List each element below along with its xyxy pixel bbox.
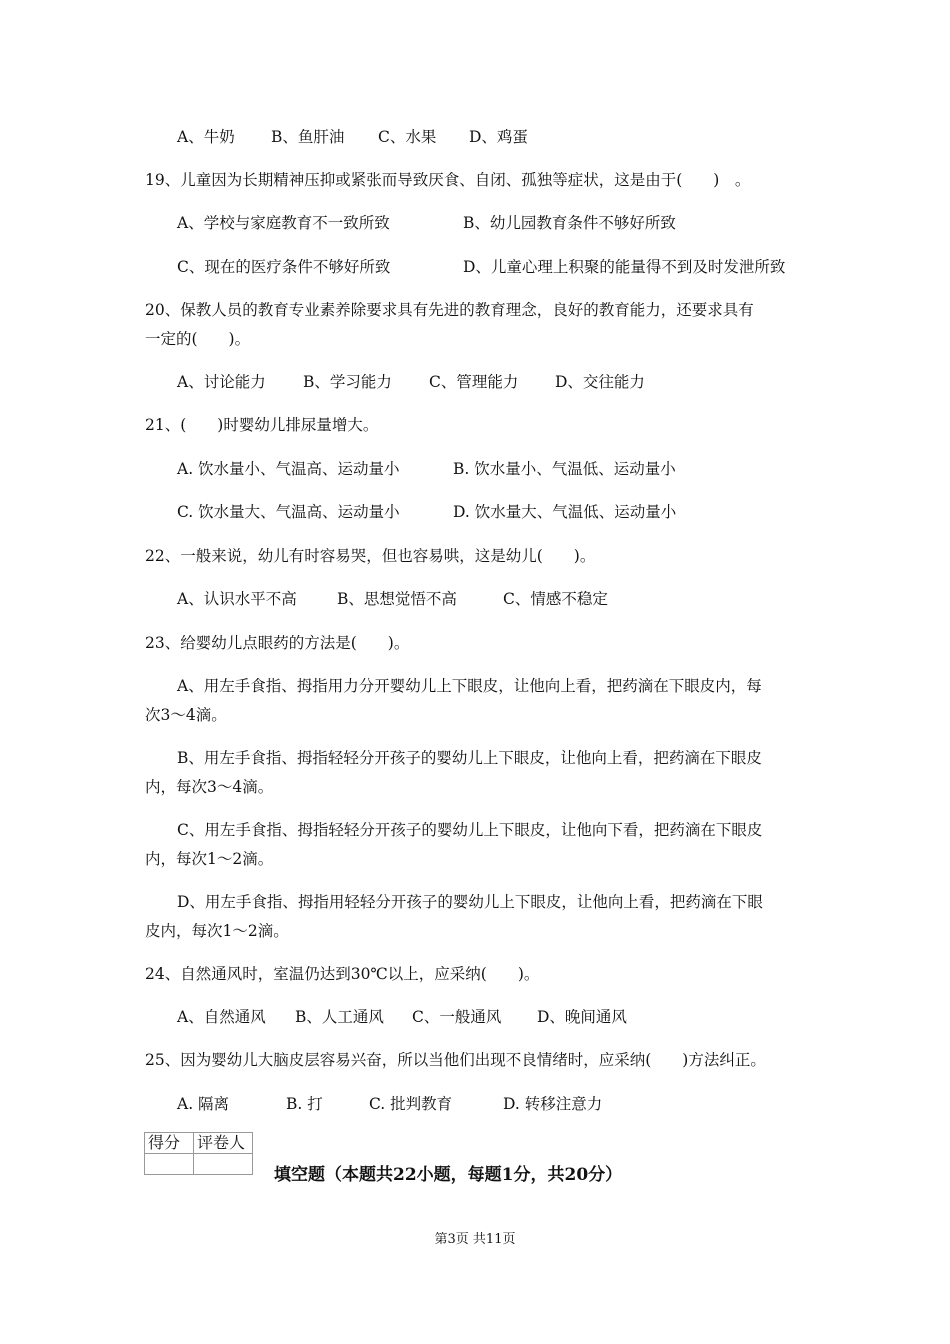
q23-option-a-line1: A、用左手食指、拇指用力分开婴幼儿上下眼皮，让他向上看，把药滴在下眼皮内，每: [177, 677, 762, 695]
q25-option-a: A. 隔离: [177, 1095, 230, 1113]
q19-option-d: D、儿童心理上积聚的能量得不到及时发泄所致: [463, 258, 786, 276]
score-table-header-row: [145, 1133, 253, 1154]
q24-option-a: A、自然通风: [177, 1008, 266, 1026]
q25-stem: 25、因为婴幼儿大脑皮层容易兴奋，所以当他们出现不良情绪时，应采纳( )方法纠正。: [145, 1051, 766, 1069]
q22-option-a: A、认识水平不高: [177, 590, 297, 608]
q23-stem: 23、给婴幼儿点眼药的方法是( )。: [145, 634, 410, 652]
score-table-input-row: [145, 1154, 253, 1175]
score-header-cell: 得分: [145, 1133, 194, 1154]
q21-option-c: C. 饮水量大、气温高、运动量小: [177, 503, 400, 521]
q19-stem: 19、儿童因为长期精神压抑或紧张而导致厌食、自闭、孤独等症状，这是由于( ) 。: [145, 171, 751, 189]
q18-option-a: A、牛奶: [177, 128, 235, 146]
q20-option-d: D、交往能力: [555, 373, 645, 391]
q20-stem-line1: 20、保教人员的教育专业素养除要求具有先进的教育理念，良好的教育能力，还要求具有: [145, 301, 754, 319]
grader-input-cell[interactable]: [194, 1154, 253, 1175]
q20-option-a: A、讨论能力: [177, 373, 266, 391]
q19-option-c: C、现在的医疗条件不够好所致: [177, 258, 391, 276]
q20-stem-line2: 一定的( )。: [145, 330, 251, 348]
q19-option-b: B、幼儿园教育条件不够好所致: [463, 214, 676, 232]
q23-option-b-line1: B、用左手食指、拇指轻轻分开孩子的婴幼儿上下眼皮，让他向上看，把药滴在下眼皮: [177, 749, 762, 767]
q20-option-b: B、学习能力: [303, 373, 392, 391]
q24-stem: 24、自然通风时，室温仍达到30℃以上，应采纳( )。: [145, 965, 540, 983]
q21-option-a: A. 饮水量小、气温高、运动量小: [177, 460, 400, 478]
q22-stem: 22、一般来说，幼儿有时容易哭，但也容易哄，这是幼儿( )。: [145, 547, 596, 565]
q25-option-c: C. 批判教育: [369, 1095, 453, 1113]
q18-option-b: B、鱼肝油: [271, 128, 345, 146]
q21-stem: 21、( )时婴幼儿排尿量增大。: [145, 416, 379, 434]
q20-option-c: C、管理能力: [429, 373, 519, 391]
q22-option-b: B、思想觉悟不高: [337, 590, 457, 608]
q24-option-c: C、一般通风: [412, 1008, 502, 1026]
q19-option-a: A、学校与家庭教育不一致所致: [177, 214, 390, 232]
q23-option-c-line1: C、用左手食指、拇指轻轻分开孩子的婴幼儿上下眼皮，让他向下看，把药滴在下眼皮: [177, 821, 763, 839]
q24-option-d: D、晚间通风: [537, 1008, 627, 1026]
q18-option-d: D、鸡蛋: [469, 128, 528, 146]
q25-option-d: D. 转移注意力: [503, 1095, 603, 1113]
q25-option-b: B. 打: [286, 1095, 323, 1113]
q18-option-c: C、水果: [378, 128, 437, 146]
q21-option-b: B. 饮水量小、气温低、运动量小: [453, 460, 676, 478]
q24-option-b: B、人工通风: [295, 1008, 384, 1026]
section-title: 填空题（本题共22小题，每题1分，共20分）: [274, 1165, 623, 1185]
score-table: [144, 1132, 253, 1175]
q23-option-c-line2: 内，每次1～2滴。: [145, 850, 274, 868]
q23-option-a-line2: 次3～4滴。: [145, 706, 227, 724]
q23-option-b-line2: 内，每次3～4滴。: [145, 778, 274, 796]
q21-option-d: D. 饮水量大、气温低、运动量小: [453, 503, 677, 521]
grader-header-cell: 评卷人: [194, 1133, 253, 1154]
page-footer: 第3页 共11页: [434, 1232, 516, 1247]
q22-option-c: C、情感不稳定: [503, 590, 608, 608]
q23-option-d-line2: 皮内，每次1～2滴。: [145, 922, 289, 940]
q23-option-d-line1: D、用左手食指、拇指用轻轻分开孩子的婴幼儿上下眼皮，让他向上看，把药滴在下眼: [177, 893, 763, 911]
score-input-cell[interactable]: [145, 1154, 194, 1175]
